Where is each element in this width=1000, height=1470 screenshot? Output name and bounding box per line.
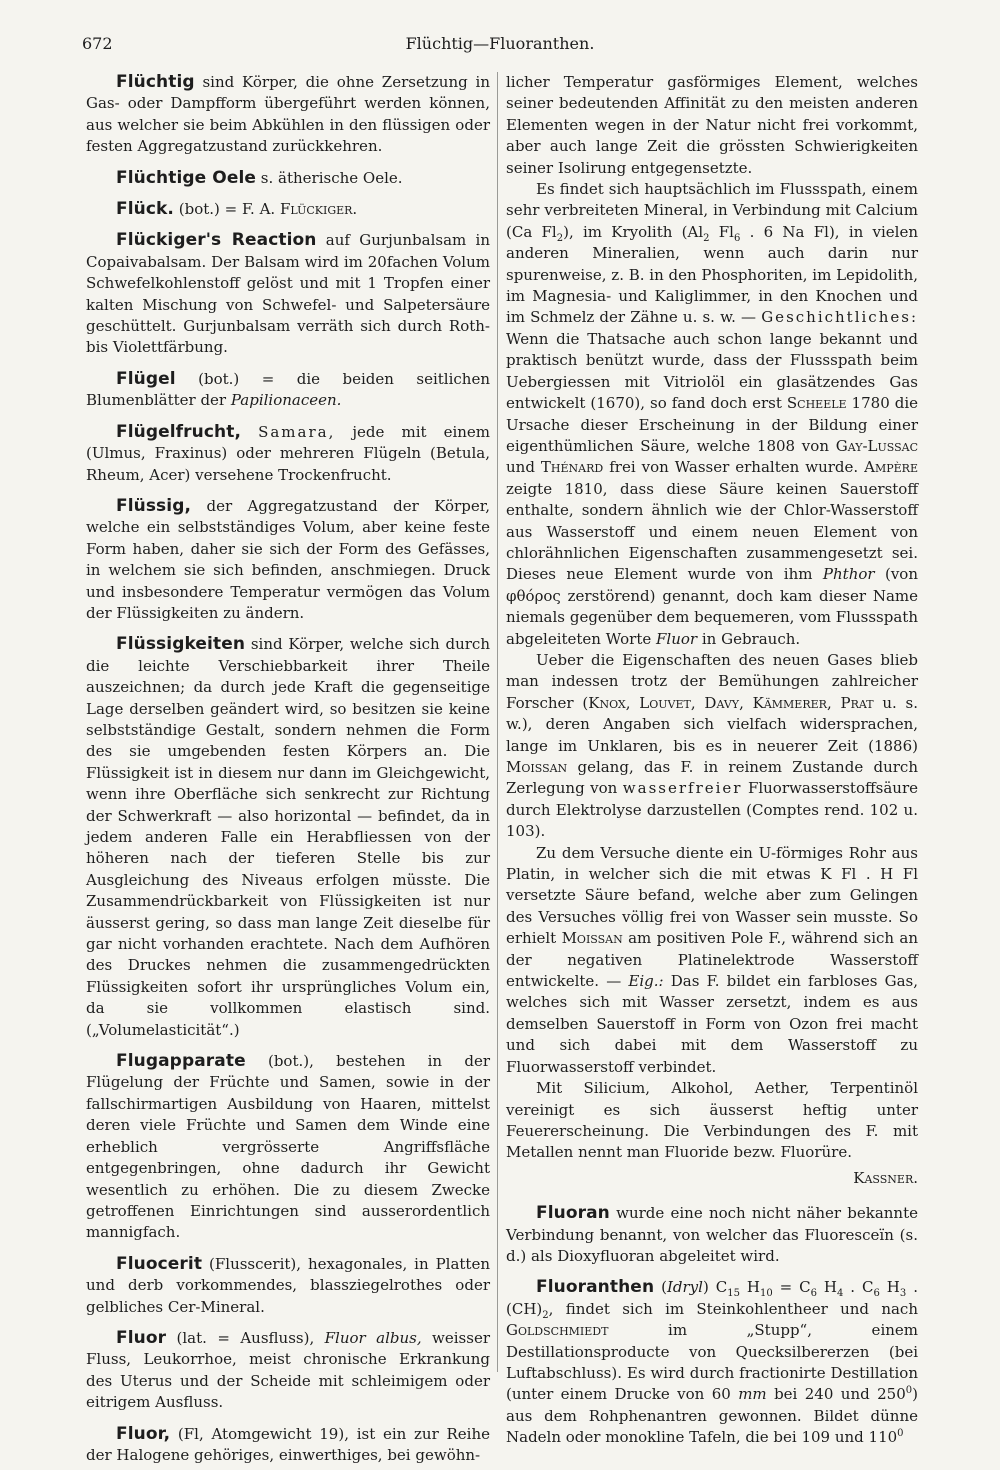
entry-text: weisser Fluss, Leukorrhoe, meist chronische Erkrankung des Uterus und der Scheide mit schleimigem oder eitrigem Ausfluss. xyxy=(86,1328,490,1412)
author-name: Davy xyxy=(704,693,740,712)
author-name: Goldschmiedt xyxy=(506,1321,609,1340)
fluor-compounds-paragraph: Mit Silicium, Alkohol, Aether, Terpentinöl vereinigt es sich äusserst heftig unter Feuererscheinung. Die Verbindungen des F. mit Metallen nennt man Fluoride bezw. Fluorüre. xyxy=(506,1079,918,1162)
entry-text: (bot.), bestehen in der Flügelung der Früchte und Samen, sowie in der fallschirmartigen Ausbildung von Haaren, mittelst deren viele Früchte und Samen dem Winde eine erheblich vergrösserte Angriffsfläche entgegenbringen, ohne dadurch ihr Gewicht wesentlich zu erhöhen. Die zu diesem Zwecke getroffenen Einrichtungen sind ausserordentlich mannigfach. xyxy=(86,1052,490,1242)
entry-fluor-medical xyxy=(86,1328,490,1414)
text-run: . 6 Na Fl), in vielen anderen Mineralien, wenn auch darin nur spurenweise, z. B. in den Phosphoriten, im Lepidolith, im Magnesia- und Kaliglimmer, in den Knochen und im Schmelz der Zähne u. s. w. — xyxy=(506,222,919,327)
text-run: gelang, das F. in reinem Zustande durch Zerlegung von xyxy=(506,758,918,798)
text-run: . C xyxy=(843,1278,874,1297)
text-run: frei von Wasser erhalten wurde. xyxy=(603,458,865,477)
page-header xyxy=(82,34,918,56)
entry-text: sind Körper, welche sich durch die leichte Verschiebbarkeit ihrer Theile auszeichnen; da durch jede Kraft die gegenseitige Lage derselben geändert wird, so besitzen sie keine selbstständige Gestalt, sondern nehmen die Form des sie umgebenden festen Körpers an. Die Flüssigkeit ist in diesem nur dann im Gleichgewicht, wenn ihre Oberfläche sich senkrecht zur Richtung der Schwerkraft — also horizontal — befindet, da in jedem anderen Falle ein Herabfliessen von der höheren nach der tieferen Stelle bis zur Ausgleichung des Niveaus erfolgen müsste. Die Zusammendrückbarkeit von Flüssigkeiten ist nur äusserst gering, so dass man lange Zeit dieselbe für gar nicht vorhanden erachtete. Nach dem Aufhören des Druckes nehmen die zusammengedrückten Flüssigkeiten sofort ihr ursprüngliches Volum ein, da sie vollkommen elastisch sind. („Volumelasticität“.) xyxy=(86,635,490,1039)
subscript: 4 xyxy=(837,1288,844,1300)
text-run: , findet sich im Steinkohlentheer und nach xyxy=(548,1299,918,1318)
right-column xyxy=(506,72,918,1453)
entry-fluegel xyxy=(86,369,490,412)
subscript: 15 xyxy=(727,1288,740,1300)
text-run: Zu dem Versuche diente ein U-förmiges Rohr aus Platin, in welcher sich die mit etwas K Fl . H Fl versetzte Säure befand, welche aber zum Gelingen des Versuches völlig frei von Wasser sein musste. So erhielt xyxy=(506,843,918,948)
text-run: ) aus dem Rohphenantren gewonnen. Bildet dünne Nadeln oder monokline Tafeln, die bei 109 und 110 xyxy=(506,1385,918,1447)
subscript: 3 xyxy=(899,1288,907,1300)
entry-text: wurde eine noch nicht näher bekannte Verbindung benannt, von welcher das Fluoresceïn (s. d.) als Dioxyfluoran abgeleitet wird. xyxy=(506,1204,918,1265)
entry-text: auf Gurjunbalsam in Copaivabalsam. Der Balsam wird im 20fachen Volum Schwefelkohlenstoff gelöst und mit 1 Tropfen einer kalten Mischung von Schwefel- und Salpetersäure geschüttelt. Gurjunbalsam verräth sich durch Roth- bis Violettfärbung. xyxy=(86,231,490,357)
subscript: 10 xyxy=(759,1288,773,1300)
headword: Flückiger's Reaction xyxy=(116,230,317,251)
text-run: u. s. w.), deren Angaben sich vielfach widersprachen, lange im Unklaren, bis es in neuerer Zeit (1886) xyxy=(506,693,919,755)
entry-fluessigkeiten xyxy=(86,634,490,1041)
text-run: zeigte 1810, dass diese Säure keinen Sauerstoff enthalte, sondern ähnlich wie der Chlor-Wasserstoff aus Wasserstoff und einem neuen Element von chlorähnlichen Eigenschaften zusammengesetzt sei. Dieses neue Element wurde von ihm xyxy=(506,479,918,584)
entry-text: (bot.) = die beiden seitlichen Blumenblätter der xyxy=(86,369,490,410)
text-run: Fl xyxy=(709,222,734,241)
italic-term: Eig.: xyxy=(628,972,664,991)
text-run: Wenn die Thatsache auch schon lange bekannt und praktisch benützt wurde, dass der Flussspath beim Uebergiessen mit Vitriolöl ein glasätzendes Gas entwickelt (1670), so fand doch erst xyxy=(506,329,918,413)
text-run: , xyxy=(826,693,841,712)
entry-text: s. ätherische Oele. xyxy=(256,168,403,187)
text-run: im „Stupp“, einem Destillationsproducte von Quecksilbererzen (bei Luftabschluss). Es wird durch fractionirte Destillation (unter einem Drucke von 60 xyxy=(506,1321,918,1404)
author-name: Moissan xyxy=(506,758,568,776)
headword: Flügel xyxy=(116,368,176,389)
entry-fluoran xyxy=(506,1203,918,1267)
author-name: Gay-Lussac xyxy=(835,436,918,455)
headword: Flüchtige Oele xyxy=(116,167,257,188)
headword: Flüchtig xyxy=(116,72,195,92)
text-run: H xyxy=(879,1278,900,1297)
headword: Fluor, xyxy=(116,1423,171,1444)
subscript: 2 xyxy=(703,232,710,244)
entry-fluocerit xyxy=(86,1254,490,1318)
author-name: Louvet xyxy=(639,693,691,712)
entry-text: (Flusscerit), hexagonales, in Platten und derb vorkommendes, blassziegelrothes oder gelbliches Cer-Mineral. xyxy=(86,1254,490,1316)
headword: Fluor xyxy=(116,1327,167,1348)
entry-text: (Fl, Atomgewicht 19), ist ein zur Reihe der Halogene gehöriges, einwerthiges, bei gewöhn- xyxy=(86,1424,490,1464)
text-run: Das F. bildet ein farbloses Gas, welches sich mit Wasser zersetzt, indem es aus demselben Sauerstoff in Form von Ozon frei macht und sich dabei mit dem Wasserstoff zu Fluorwasserstoff verbindet. xyxy=(506,972,919,1076)
author-name: Flückiger. xyxy=(279,200,358,219)
subscript: 2 xyxy=(542,1309,549,1321)
spaced-term: Geschichtliches: xyxy=(761,308,918,327)
subscript: 2 xyxy=(556,232,564,244)
fluor-continued-paragraph: licher Temperatur gasförmiges Element, welches seiner bedeutenden Affinität zu den meisten anderen Elementen wegen in der Natur nicht frei vorkommt, aber auch lange Zeit die grössten Schwierigkeiten seiner Isolirung entgegensetzte. xyxy=(506,73,918,177)
author-signature: Kassner. xyxy=(853,1168,918,1187)
author-name: Ampère xyxy=(864,458,918,477)
text-run: Es findet sich hauptsächlich im Flussspath, einem sehr verbreiteten Mineral, in Verbindung mit Calcium (Ca Fl xyxy=(506,180,918,241)
fluor-occurrence-paragraph xyxy=(506,179,918,650)
text-run: H xyxy=(739,1278,760,1297)
superscript: 0 xyxy=(905,1385,913,1397)
column-divider xyxy=(497,72,498,1372)
fluor-experiment-paragraph xyxy=(506,843,918,1078)
subscript: 6 xyxy=(734,232,741,244)
entry-fluechtig xyxy=(86,72,490,158)
author-name: Prat xyxy=(840,693,874,712)
text-run: Ueber die Eigenschaften des neuen Gases blieb man indessen trotz der Bemühungen zahlreicher Forscher ( xyxy=(506,650,918,712)
subscript: 6 xyxy=(810,1288,817,1300)
entry-text: (lat. = Ausfluss), xyxy=(166,1328,325,1347)
entry-text: sind Körper, die ohne Zersetzung in Gas- oder Dampfform übergeführt werden können, aus welcher sie beim Abkühlen in den flüssigen oder festen Aggregatzustand zurückkehren. xyxy=(86,73,490,156)
headword: Flügelfrucht, xyxy=(116,421,242,442)
headword: Flüssig, xyxy=(116,495,192,516)
entry-flueckigers-reaction xyxy=(86,230,490,358)
text-run: und xyxy=(506,458,541,477)
superscript: 0 xyxy=(897,1428,904,1440)
italic-term: mm xyxy=(738,1385,767,1404)
entry-flueck xyxy=(86,199,490,220)
fluor-isolation-paragraph xyxy=(506,650,918,843)
entry-flugapparate xyxy=(86,1051,490,1244)
italic-term: Fluor albus, xyxy=(324,1328,422,1347)
running-title: Flüchtig—Fluoranthen. xyxy=(405,34,595,53)
author-name: Moissan xyxy=(561,929,623,948)
headword: Flüssigkeiten xyxy=(116,634,246,655)
author-name: Kämmerer xyxy=(752,693,827,712)
headword: Fluocerit xyxy=(116,1253,203,1274)
author-name: Knox xyxy=(588,693,626,712)
author-name: Thénard xyxy=(540,458,604,477)
italic-term: Fluor xyxy=(656,629,698,648)
text-run: bei 240 und 250 xyxy=(766,1385,906,1404)
entry-fluegelfrucht xyxy=(86,422,490,486)
spaced-term: wasserfreier xyxy=(622,779,743,798)
italic-term: Papilionaceen. xyxy=(230,391,342,410)
italic-term: Phthor xyxy=(822,565,875,584)
text-run: , xyxy=(625,693,640,712)
entry-text: (bot.) = F. A. xyxy=(173,200,280,219)
text-run: . (CH) xyxy=(506,1278,918,1318)
text-run: ), im Kryolith (Al xyxy=(563,222,704,241)
author-name: Scheele xyxy=(786,394,847,413)
text-run: ) C xyxy=(702,1278,728,1297)
headword: Fluoran xyxy=(536,1203,610,1224)
headword: Flugapparate xyxy=(116,1051,246,1072)
text-run: H xyxy=(816,1278,837,1297)
text-run: , xyxy=(739,693,753,712)
headword: Fluoranthen xyxy=(536,1277,655,1298)
entry-fluoranthen xyxy=(506,1277,918,1448)
entry-fluessig xyxy=(86,496,490,624)
entry-fluechtige-oele xyxy=(86,168,490,189)
text-run: ( xyxy=(654,1278,667,1297)
page-number: 672 xyxy=(82,34,113,53)
subscript: 6 xyxy=(873,1288,880,1300)
left-column xyxy=(86,72,490,1470)
italic-term: Idryl xyxy=(666,1278,703,1297)
text-run: (von φθόρος zerstörend) genannt, doch kam dieser Name niemals gegenüber dem bequemeren, vom Flussspath abgeleiteten Worte xyxy=(506,565,918,648)
text-run: 1780 die Ursache dieser Erscheinung in der Bildung einer eigenthümlichen Säure, welche 1808 von xyxy=(506,394,918,455)
text-run: Fluorwasserstoffsäure durch Elektrolyse darzustellen (Comptes rend. 102 u. 103). xyxy=(506,779,918,841)
spaced-term: Samara, xyxy=(258,422,336,441)
text-run: am positiven Pole F., während sich an der negativen Platinelektrode Wasserstoff entwickelte. — xyxy=(506,929,918,991)
text-run: , xyxy=(690,693,705,712)
entry-text: jede mit einem (Ulmus, Fraxinus) oder mehreren Flügeln (Betula, Rheum, Acer) versehene Trockenfrucht. xyxy=(86,422,490,484)
entry-text: der Aggregatzustand der Körper, welche ein selbstständiges Volum, aber keine feste Form haben, daher sie sich der Form des Gefässes, in welchem sie sich befinden, anschmiegen. Druck und insbesondere Temperatur vermögen das Volum der Flüssigkeiten zu ändern. xyxy=(86,496,490,622)
text-run: = C xyxy=(772,1278,811,1297)
text-run: in Gebrauch. xyxy=(697,629,801,648)
headword: Flück. xyxy=(116,199,174,220)
entry-fluor-element xyxy=(86,1424,490,1467)
